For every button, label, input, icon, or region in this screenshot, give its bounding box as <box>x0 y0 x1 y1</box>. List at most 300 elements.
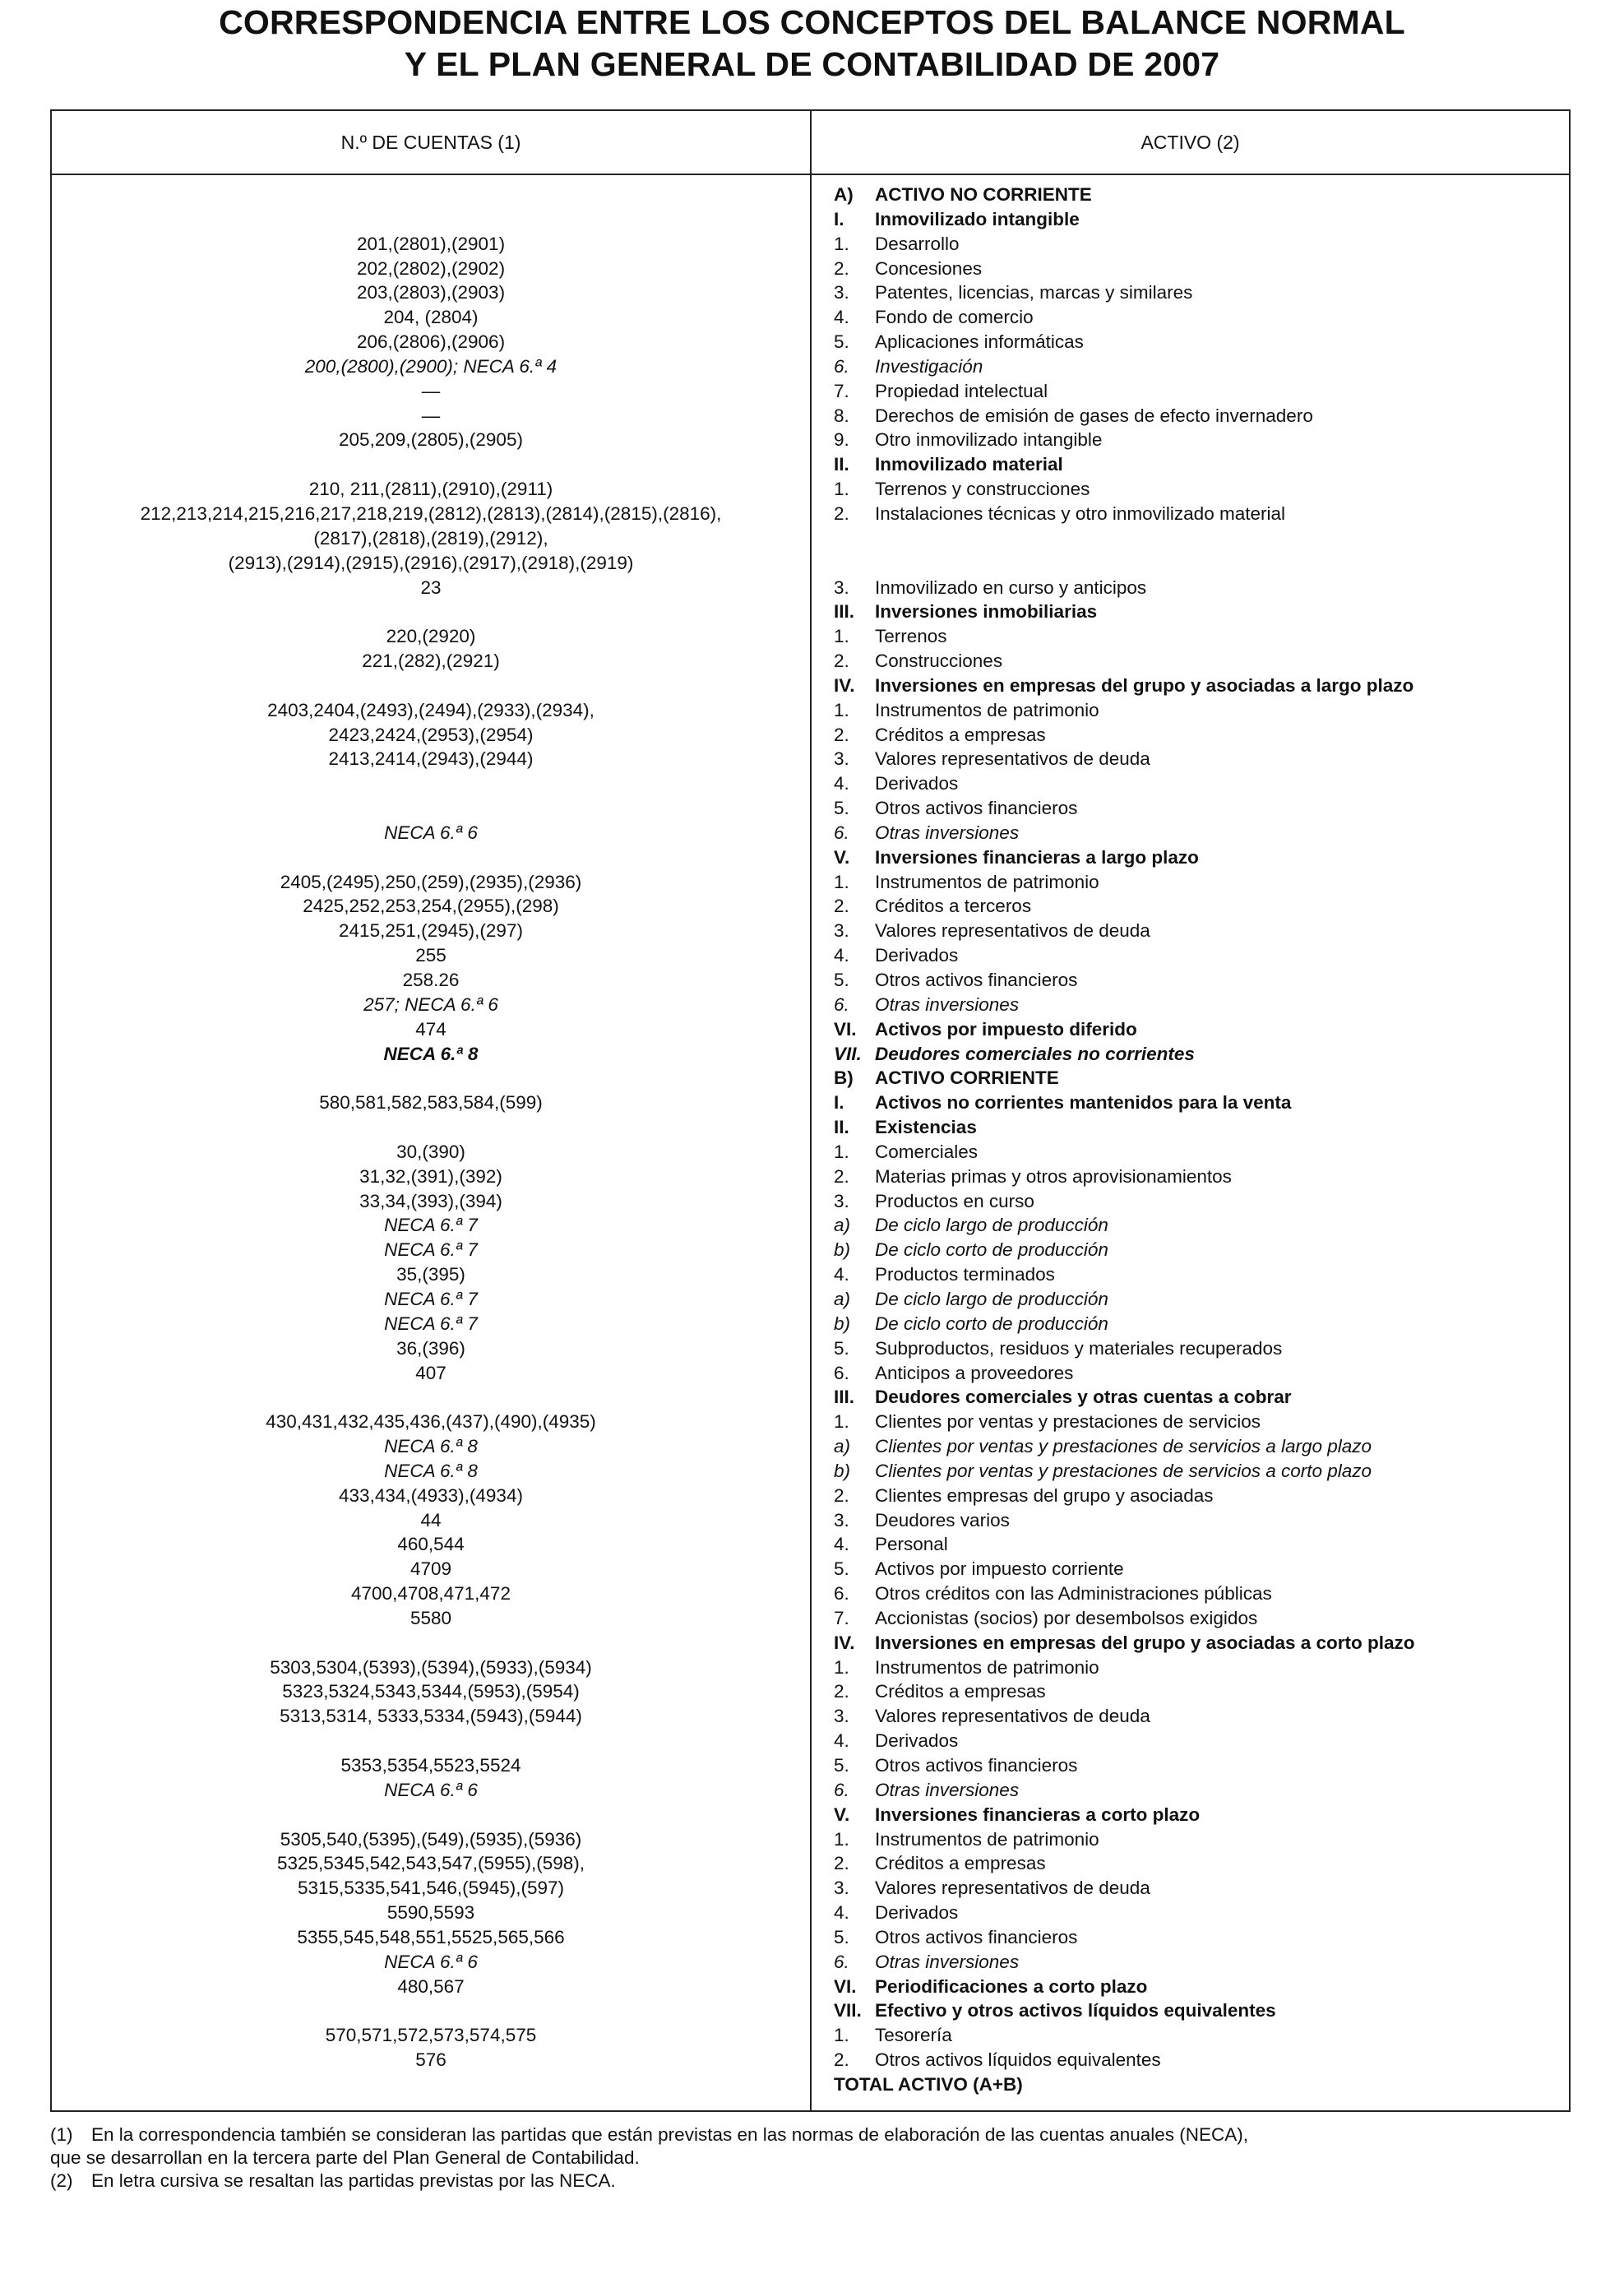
item-number: a) <box>834 1436 851 1457</box>
table-row <box>52 1532 1569 1557</box>
item-label: De ciclo corto de producción <box>875 1239 1108 1261</box>
item-number: 1. <box>834 2025 849 2046</box>
item-number: 3. <box>834 577 849 598</box>
account-codes: 5303,5304,(5393),(5394),(5933),(5934) <box>270 1656 592 1678</box>
item-number: 1. <box>834 1411 849 1433</box>
item-number: 5. <box>834 798 849 819</box>
account-codes: 30,(390) <box>396 1141 465 1162</box>
table-row <box>52 1581 1569 1606</box>
item-number: IV. <box>834 1632 855 1653</box>
item-number: VI. <box>834 1975 857 1997</box>
title-line-2: Y EL PLAN GENERAL DE CONTABILIDAD DE 2007 <box>404 45 1220 83</box>
item-label: Otras inversiones <box>875 993 1020 1015</box>
account-codes: NECA 6.ª 8 <box>384 1460 478 1481</box>
item-number: 2. <box>834 1853 849 1874</box>
item-number: 3. <box>834 1509 849 1530</box>
item-number: 4. <box>834 307 849 328</box>
item-label: Propiedad intelectual <box>875 380 1048 401</box>
item-number: 2. <box>834 257 849 279</box>
item-label: Otros activos financieros <box>875 1926 1078 1947</box>
table-row <box>52 1336 1569 1361</box>
item-number: 4. <box>834 1264 849 1285</box>
item-label: Créditos a empresas <box>875 724 1046 745</box>
item-label: Investigación <box>875 355 983 377</box>
footnotes <box>50 2123 1571 2193</box>
item-number: 3. <box>834 748 849 770</box>
item-label: Valores representativos de deuda <box>875 920 1150 942</box>
account-codes: 212,213,214,215,216,217,218,219,(2812),(2813),(2814),(2815),(2816), <box>140 502 722 524</box>
item-label: Productos en curso <box>875 1190 1034 1211</box>
account-codes: 2413,2414,(2943),(2944) <box>328 748 534 770</box>
item-label: Otros créditos con las Administraciones públicas <box>875 1583 1272 1605</box>
item-label: Inversiones inmobiliarias <box>875 601 1098 623</box>
item-label: Instrumentos de patrimonio <box>875 1828 1099 1850</box>
column-header-accounts: N.º DE CUENTAS (1) <box>340 132 521 153</box>
table-row <box>52 330 1569 354</box>
table-row <box>52 649 1569 674</box>
account-codes: 220,(2920) <box>386 626 476 647</box>
item-number: 4. <box>834 1902 849 1924</box>
item-number: 2. <box>834 724 849 745</box>
item-label: Personal <box>875 1534 948 1555</box>
table-row <box>52 723 1569 748</box>
account-codes: 2403,2404,(2493),(2494),(2933),(2934), <box>267 699 595 720</box>
item-number: 2. <box>834 651 849 672</box>
item-number: 2. <box>834 502 849 524</box>
table-row <box>52 404 1569 428</box>
account-codes: 580,581,582,583,584,(599) <box>319 1092 543 1114</box>
account-codes: 480,567 <box>397 1975 465 1997</box>
item-label: De ciclo largo de producción <box>875 1215 1108 1236</box>
account-codes: 5323,5324,5343,5344,(5953),(5954) <box>282 1681 580 1702</box>
table-row <box>52 870 1569 895</box>
item-number: 1. <box>834 1141 849 1162</box>
table-row <box>52 1606 1569 1631</box>
table-row <box>52 821 1569 845</box>
item-number: 3. <box>834 1878 849 1899</box>
account-codes: (2913),(2914),(2915),(2916),(2917),(2918),(2919) <box>228 552 634 573</box>
footnote-1-continued <box>50 2146 1571 2170</box>
footnote-text: En la correspondencia también se consideran las partidas que están previstas en las normas de elaboración de las cuentas anuales (NECA), <box>91 2124 1249 2145</box>
table-row <box>52 771 1569 796</box>
item-number: 9. <box>834 429 849 451</box>
table-row <box>52 354 1569 379</box>
item-label: Instrumentos de patrimonio <box>875 871 1099 892</box>
item-number: 1. <box>834 233 849 254</box>
table-row <box>52 1975 1569 1999</box>
table-row <box>52 1484 1569 1508</box>
account-codes: NECA 6.ª 7 <box>384 1215 478 1236</box>
item-number: b) <box>834 1239 851 1261</box>
table-row <box>52 1115 1569 1140</box>
footnote-mark: (2) <box>50 2170 73 2191</box>
item-label: Periodificaciones a corto plazo <box>875 1975 1148 1997</box>
item-number: 5. <box>834 1926 849 1947</box>
footnote-1 <box>50 2123 1571 2146</box>
item-label: Valores representativos de deuda <box>875 1878 1150 1899</box>
item-label: Otras inversiones <box>875 1779 1020 1800</box>
table-row <box>52 207 1569 232</box>
table-row <box>52 1385 1569 1410</box>
account-codes: — <box>421 380 441 401</box>
account-codes: 5590,5593 <box>386 1902 475 1924</box>
item-label: Derechos de emisión de gases de efecto invernadero <box>875 405 1313 426</box>
account-codes: 4700,4708,471,472 <box>351 1583 511 1605</box>
item-label: Instalaciones técnicas y otro inmovilizado material <box>875 502 1285 524</box>
item-label: Desarrollo <box>875 233 960 254</box>
item-number: 1. <box>834 626 849 647</box>
table-row <box>52 1017 1569 1042</box>
table-row <box>52 943 1569 968</box>
account-codes: NECA 6.ª 6 <box>384 1951 478 1972</box>
table-row <box>52 1434 1569 1459</box>
item-label: Inversiones en empresas del grupo y asociadas a largo plazo <box>875 674 1414 696</box>
item-number: 2. <box>834 1484 849 1506</box>
table-row <box>52 280 1569 305</box>
account-codes: 430,431,432,435,436,(437),(490),(4935) <box>266 1411 596 1433</box>
item-number: 6. <box>834 822 849 843</box>
item-number: 3. <box>834 282 849 303</box>
table-row <box>52 845 1569 870</box>
account-codes: 407 <box>415 1362 446 1383</box>
item-number: 6. <box>834 1951 849 1972</box>
table-row <box>52 1901 1569 1925</box>
item-number: 5. <box>834 970 849 990</box>
item-number: 6. <box>834 355 849 377</box>
item-number: VII. <box>834 1043 862 1064</box>
footnote-mark: (1) <box>50 2124 73 2145</box>
item-label: Patentes, licencias, marcas y similares <box>875 282 1193 303</box>
item-label: TOTAL ACTIVO (A+B) <box>834 2073 1023 2095</box>
item-label: Derivados <box>875 1902 959 1924</box>
item-label: Clientes por ventas y prestaciones de servicios a corto plazo <box>875 1460 1372 1481</box>
account-codes: 255 <box>415 945 446 966</box>
item-number: 1. <box>834 699 849 720</box>
item-label: Terrenos <box>875 626 947 647</box>
account-codes: 474 <box>415 1018 446 1040</box>
item-number: a) <box>834 1215 851 1236</box>
account-codes: NECA 6.ª 8 <box>383 1043 479 1064</box>
item-label: Instrumentos de patrimonio <box>875 1656 1099 1678</box>
account-codes: 258.26 <box>402 970 460 990</box>
table-row <box>52 624 1569 649</box>
item-label: Construcciones <box>875 651 1003 672</box>
table-row <box>52 1287 1569 1312</box>
table-row <box>52 698 1569 723</box>
table-row <box>52 232 1569 257</box>
item-number: V. <box>834 846 850 868</box>
account-codes: 201,(2801),(2901) <box>356 233 506 254</box>
table-row <box>52 600 1569 624</box>
table-row <box>52 1998 1569 2023</box>
item-number: 5. <box>834 1558 849 1580</box>
table-row <box>52 2023 1569 2048</box>
table-row <box>52 1704 1569 1729</box>
account-codes: NECA 6.ª 7 <box>384 1288 478 1309</box>
item-label: Otras inversiones <box>875 1951 1020 1972</box>
table-row <box>52 1140 1569 1165</box>
item-label: Deudores comerciales no corrientes <box>875 1043 1195 1064</box>
item-label: Clientes por ventas y prestaciones de servicios <box>875 1411 1261 1433</box>
account-codes: 204, (2804) <box>383 307 479 328</box>
account-codes: 2425,252,253,254,(2955),(298) <box>303 896 559 917</box>
account-codes: NECA 6.ª 7 <box>384 1239 478 1261</box>
account-codes: 203,(2803),(2903) <box>356 282 506 303</box>
item-label: Materias primas y otros aprovisionamientos <box>875 1165 1232 1187</box>
item-label: ACTIVO CORRIENTE <box>875 1067 1059 1089</box>
item-number: 6. <box>834 1779 849 1800</box>
table-row <box>52 526 1569 551</box>
item-number: 3. <box>834 1706 849 1727</box>
account-codes: 5315,5335,541,546,(5945),(597) <box>297 1878 564 1899</box>
item-label: Derivados <box>875 1730 959 1752</box>
item-number: I. <box>834 208 844 229</box>
item-label: Inversiones financieras a corto plazo <box>875 1804 1201 1825</box>
item-label: Activos por impuesto diferido <box>875 1018 1137 1040</box>
table-row <box>52 452 1569 477</box>
item-label: Otros activos financieros <box>875 970 1078 990</box>
item-number: B) <box>834 1067 854 1089</box>
table-row <box>52 1803 1569 1827</box>
item-label: Créditos a terceros <box>875 896 1032 917</box>
account-codes: 202,(2802),(2902) <box>356 257 506 279</box>
item-number: 1. <box>834 1828 849 1850</box>
item-label: Anticipos a proveedores <box>875 1362 1074 1383</box>
item-number: 4. <box>834 945 849 966</box>
account-codes: 5353,5354,5523,5524 <box>340 1755 521 1776</box>
table-row <box>52 1410 1569 1434</box>
account-codes: NECA 6.ª 6 <box>384 1779 478 1800</box>
item-number: 6. <box>834 993 849 1015</box>
item-number: 2. <box>834 2049 849 2071</box>
item-label: Créditos a empresas <box>875 1853 1046 1874</box>
table-row <box>52 919 1569 943</box>
table-row <box>52 305 1569 330</box>
table-row <box>52 576 1569 600</box>
item-label: Efectivo y otros activos líquidos equivalentes <box>875 2000 1276 2021</box>
item-number: III. <box>834 1387 855 1408</box>
table-row <box>52 1213 1569 1238</box>
account-codes: (2817),(2818),(2819),(2912), <box>313 527 548 549</box>
table-row <box>52 428 1569 452</box>
item-label: Inmovilizado intangible <box>875 208 1080 229</box>
item-number: A) <box>834 184 854 205</box>
item-label: Inversiones financieras a largo plazo <box>875 846 1199 868</box>
item-label: Inmovilizado en curso y anticipos <box>875 577 1147 598</box>
item-number: 6. <box>834 1583 849 1605</box>
account-codes: 210, 211,(2811),(2910),(2911) <box>308 479 553 500</box>
item-label: Deudores comerciales y otras cuentas a cobrar <box>875 1387 1292 1408</box>
table-row <box>52 379 1569 404</box>
item-number: III. <box>834 601 855 623</box>
account-codes: 2423,2424,(2953),(2954) <box>328 724 534 745</box>
table-row <box>52 1238 1569 1262</box>
table-row <box>52 1876 1569 1901</box>
footnote-2 <box>50 2170 1571 2193</box>
item-label: Derivados <box>875 945 959 966</box>
account-codes: 33,34,(393),(394) <box>359 1190 502 1211</box>
item-number: 8. <box>834 405 849 426</box>
item-label: Tesorería <box>875 2025 952 2046</box>
table-row <box>52 1631 1569 1656</box>
item-label: Instrumentos de patrimonio <box>875 699 1099 720</box>
item-number: VI. <box>834 1018 857 1040</box>
account-codes: 5325,5345,542,543,547,(5955),(598), <box>276 1853 585 1874</box>
account-codes: 31,32,(391),(392) <box>359 1165 502 1187</box>
footnote-text: que se desarrollan en la tercera parte del Plan General de Contabilidad. <box>50 2147 640 2168</box>
account-codes: 5580 <box>409 1607 452 1628</box>
item-number: 5. <box>834 1755 849 1776</box>
page-title <box>0 2 1624 86</box>
table-row <box>52 551 1569 576</box>
item-number: 1. <box>834 1656 849 1678</box>
account-codes: 460,544 <box>397 1534 465 1555</box>
account-codes: 433,434,(4933),(4934) <box>339 1484 523 1506</box>
item-label: De ciclo corto de producción <box>875 1313 1108 1334</box>
item-number: b) <box>834 1460 851 1481</box>
account-codes: 23 <box>420 577 442 598</box>
item-number: 2. <box>834 1681 849 1702</box>
item-label: ACTIVO NO CORRIENTE <box>875 184 1092 205</box>
table-row <box>52 968 1569 993</box>
header-divider <box>52 174 1569 175</box>
table-row <box>52 993 1569 1017</box>
footnote-text: En letra cursiva se resaltan las partidas previstas por las NECA. <box>91 2170 616 2191</box>
account-codes: 576 <box>415 2049 446 2071</box>
item-label: Comerciales <box>875 1141 979 1162</box>
item-number: 1. <box>834 479 849 500</box>
item-number: II. <box>834 454 849 475</box>
item-label: Terrenos y construcciones <box>875 479 1090 500</box>
account-codes: 2415,251,(2945),(297) <box>339 920 523 942</box>
table-row <box>52 1827 1569 1852</box>
item-label: Valores representativos de deuda <box>875 748 1150 770</box>
account-codes: 35,(395) <box>396 1264 465 1285</box>
account-codes: 221,(282),(2921) <box>362 651 500 672</box>
table-row <box>52 1459 1569 1484</box>
item-number: 6. <box>834 1362 849 1383</box>
table-row <box>52 183 1569 207</box>
item-label: Aplicaciones informáticas <box>875 331 1084 353</box>
table-row <box>52 1312 1569 1336</box>
item-label: Otro inmovilizado intangible <box>875 429 1103 451</box>
item-label: Activos no corrientes mantenidos para la venta <box>875 1092 1292 1114</box>
item-number: 5. <box>834 331 849 353</box>
item-number: 5. <box>834 1337 849 1359</box>
table-row <box>52 674 1569 698</box>
account-codes: 257; NECA 6.ª 6 <box>363 993 498 1015</box>
table-row <box>52 796 1569 821</box>
item-number: a) <box>834 1288 851 1309</box>
item-label: Inversiones en empresas del grupo y asociadas a corto plazo <box>875 1632 1415 1653</box>
item-number: 7. <box>834 1607 849 1628</box>
table-row <box>52 1679 1569 1704</box>
table-row <box>52 1557 1569 1581</box>
item-label: Otros activos financieros <box>875 1755 1078 1776</box>
item-label: Derivados <box>875 773 959 794</box>
item-label: Clientes empresas del grupo y asociadas <box>875 1484 1214 1506</box>
account-codes: 570,571,572,573,574,575 <box>325 2025 537 2046</box>
table-row <box>52 1778 1569 1803</box>
table-row <box>52 1091 1569 1115</box>
table-row <box>52 502 1569 526</box>
item-number: 2. <box>834 896 849 917</box>
item-number: 4. <box>834 773 849 794</box>
item-label: Accionistas (socios) por desembolsos exigidos <box>875 1607 1258 1628</box>
item-number: 4. <box>834 1534 849 1555</box>
item-number: 3. <box>834 1190 849 1211</box>
item-label: Clientes por ventas y prestaciones de servicios a largo plazo <box>875 1436 1372 1457</box>
item-label: Concesiones <box>875 257 983 279</box>
item-label: Existencias <box>875 1117 977 1138</box>
item-number: b) <box>834 1313 851 1334</box>
item-number: 4. <box>834 1730 849 1752</box>
item-number: II. <box>834 1117 849 1138</box>
table-row <box>52 2072 1569 2097</box>
table-row <box>52 1950 1569 1975</box>
item-label: Otros activos financieros <box>875 798 1078 819</box>
item-number: 2. <box>834 1165 849 1187</box>
item-label: De ciclo largo de producción <box>875 1288 1108 1309</box>
table-row <box>52 894 1569 919</box>
account-codes: 206,(2806),(2906) <box>356 331 506 353</box>
table-row <box>52 2048 1569 2072</box>
item-label: Otros activos líquidos equivalentes <box>875 2049 1161 2071</box>
account-codes: 200,(2800),(2900); NECA 6.ª 4 <box>304 355 558 377</box>
account-codes: — <box>421 405 441 426</box>
account-codes: 4709 <box>409 1558 452 1580</box>
table-row <box>52 1262 1569 1287</box>
column-header-activo: ACTIVO (2) <box>1141 132 1240 153</box>
account-codes: 5355,545,548,551,5525,565,566 <box>297 1926 565 1947</box>
item-number: I. <box>834 1092 844 1114</box>
table-row <box>52 1729 1569 1753</box>
item-number: 3. <box>834 920 849 942</box>
account-codes: 44 <box>420 1509 442 1530</box>
account-codes: 5305,540,(5395),(549),(5935),(5936) <box>280 1828 582 1850</box>
item-number: VII. <box>834 2000 862 2021</box>
table-row <box>52 257 1569 281</box>
table-row <box>52 1508 1569 1533</box>
account-codes: 36,(396) <box>396 1337 465 1359</box>
table-row <box>52 1361 1569 1386</box>
item-label: Valores representativos de deuda <box>875 1706 1150 1727</box>
item-number: V. <box>834 1804 850 1825</box>
table-row <box>52 1189 1569 1214</box>
account-codes: NECA 6.ª 7 <box>384 1313 478 1334</box>
table-row <box>52 1042 1569 1067</box>
item-number: 7. <box>834 380 849 401</box>
item-label: Créditos a empresas <box>875 1681 1046 1702</box>
item-label: Subproductos, residuos y materiales recuperados <box>875 1337 1283 1359</box>
table-row <box>52 1066 1569 1091</box>
correspondence-table <box>50 109 1571 2112</box>
item-label: Productos terminados <box>875 1264 1055 1285</box>
title-line-1: CORRESPONDENCIA ENTRE LOS CONCEPTOS DEL BALANCE NORMAL <box>219 3 1405 41</box>
table-row <box>52 1753 1569 1778</box>
table-row <box>52 1851 1569 1876</box>
item-label: Otras inversiones <box>875 822 1020 843</box>
account-codes: NECA 6.ª 6 <box>384 822 478 843</box>
item-number: 1. <box>834 871 849 892</box>
account-codes: 5313,5314, 5333,5334,(5943),(5944) <box>280 1706 582 1727</box>
item-label: Inmovilizado material <box>875 454 1063 475</box>
item-label: Activos por impuesto corriente <box>875 1558 1124 1580</box>
item-label: Deudores varios <box>875 1509 1010 1530</box>
table-row <box>52 1656 1569 1680</box>
account-codes: 205,209,(2805),(2905) <box>339 429 523 451</box>
item-number: IV. <box>834 674 855 696</box>
